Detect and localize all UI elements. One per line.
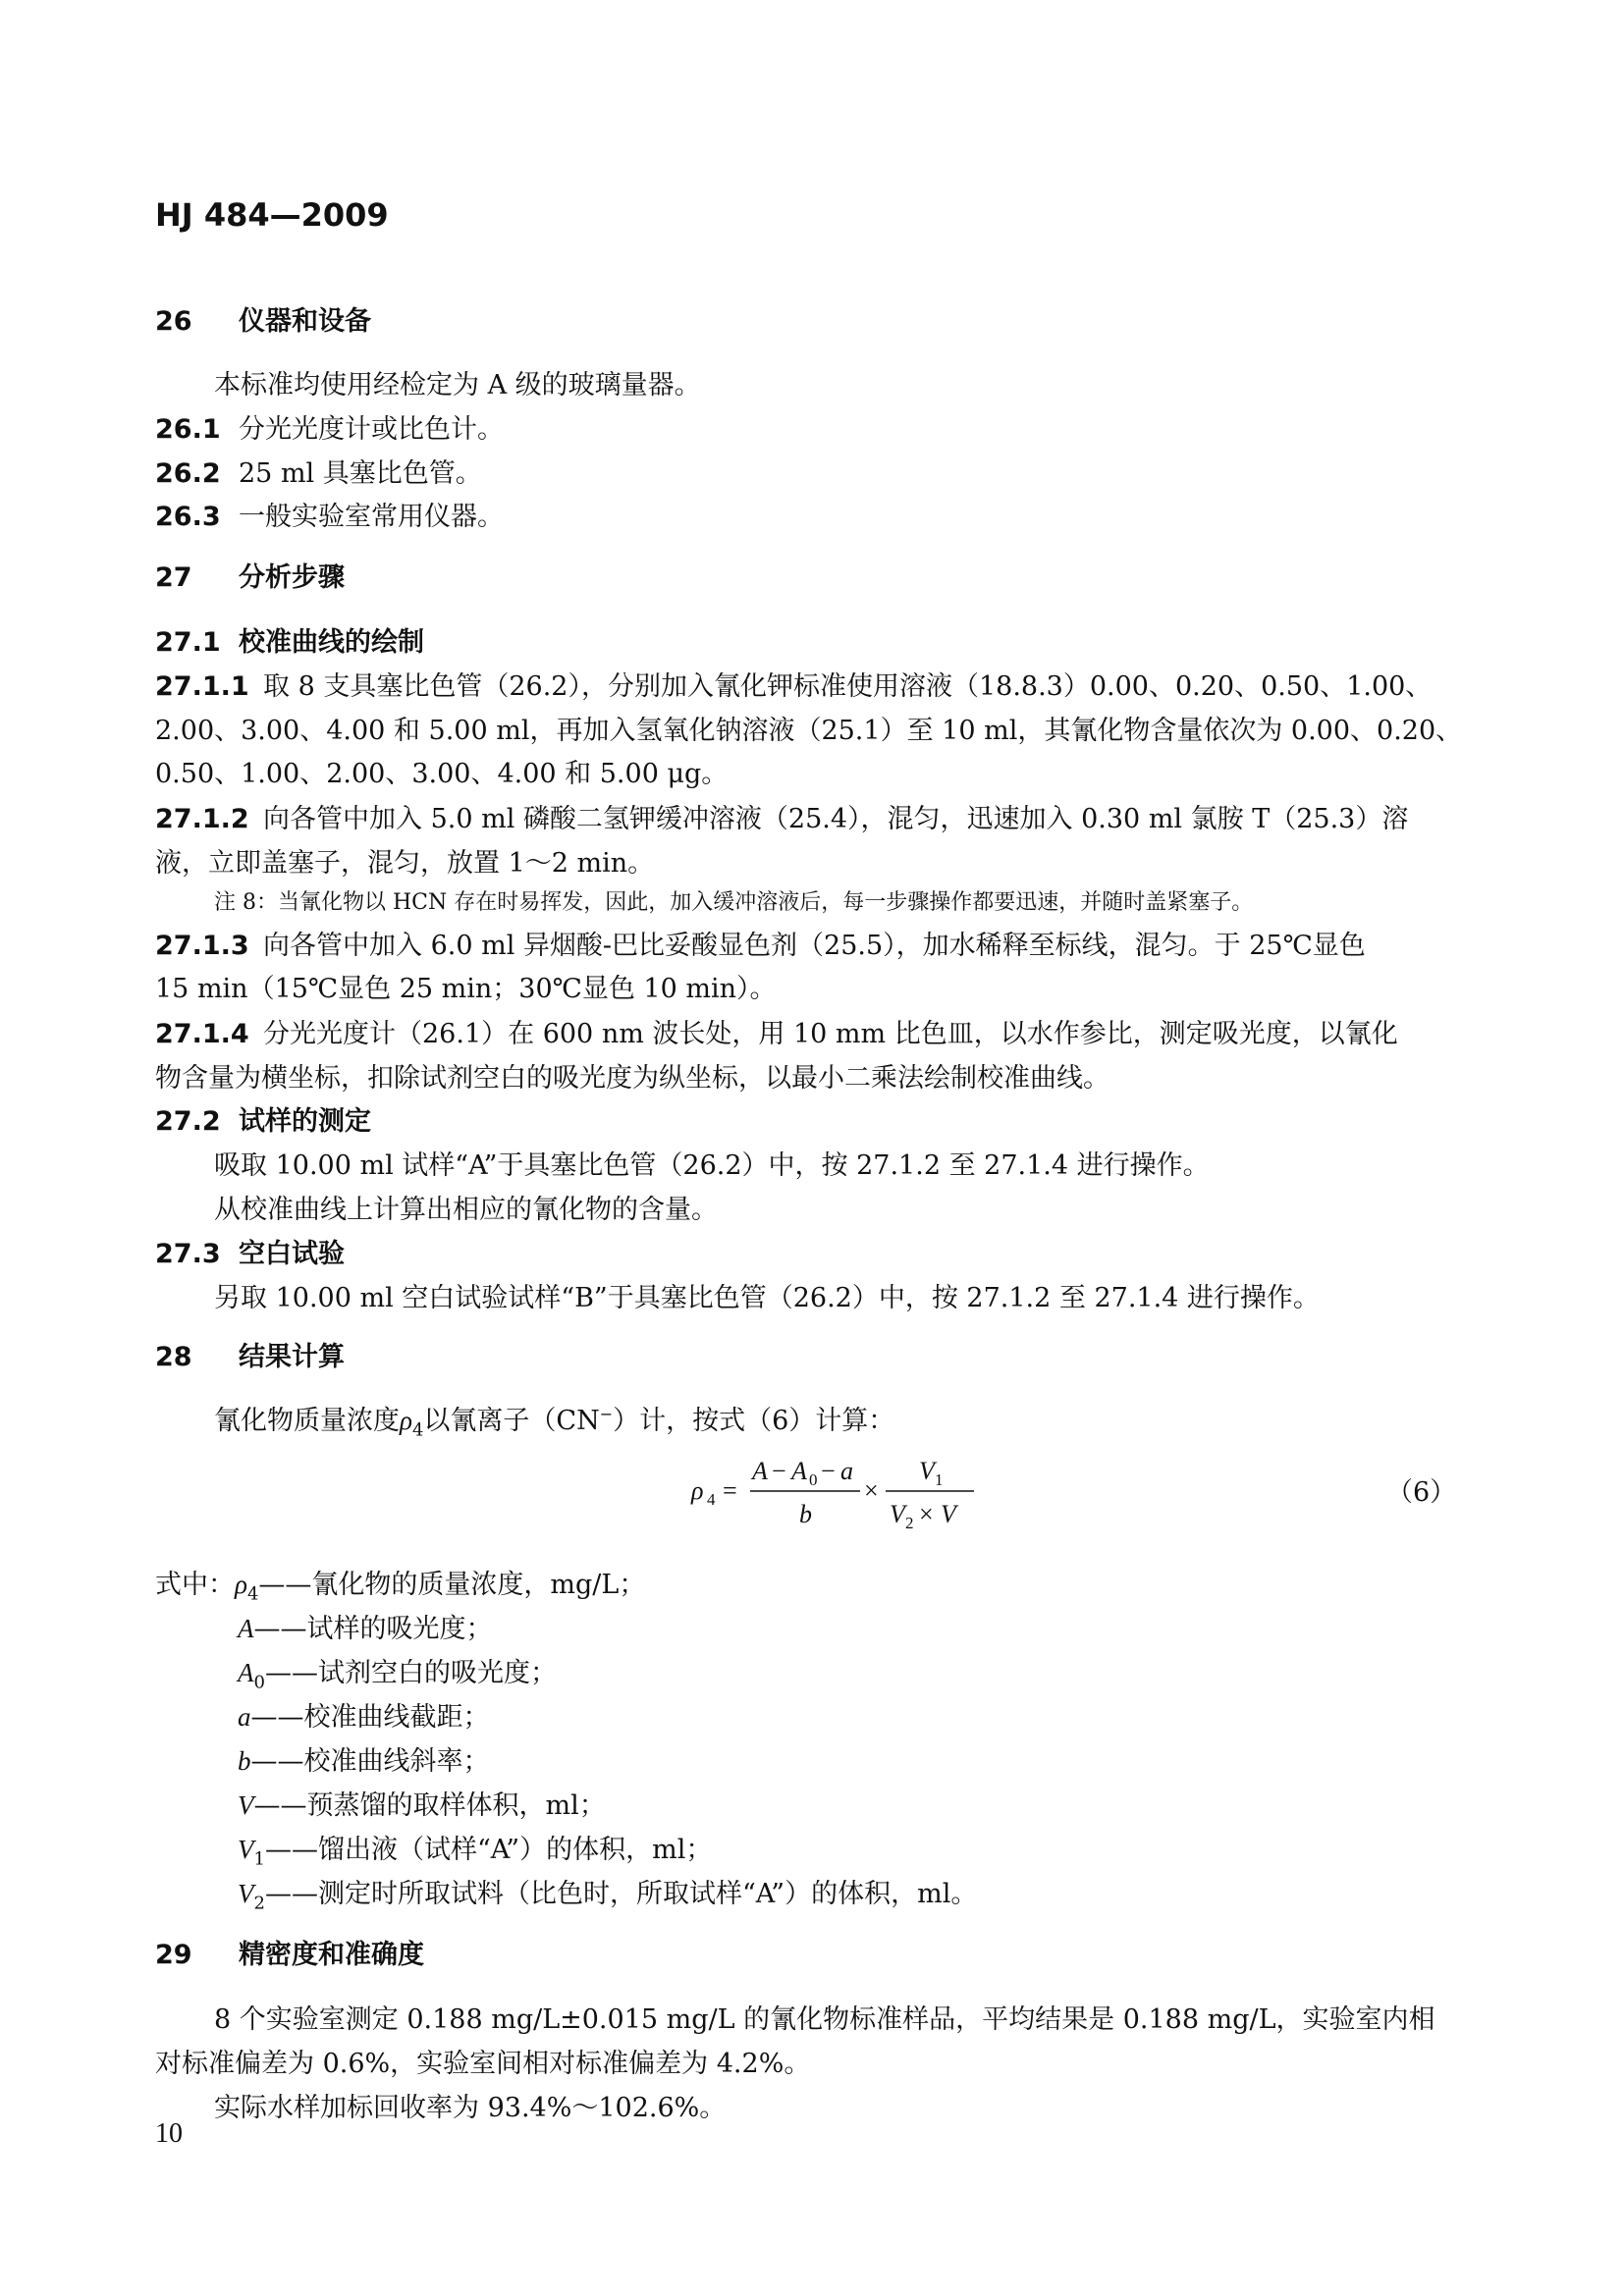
eq-V1: V bbox=[919, 1457, 935, 1485]
clause-26-2 bbox=[155, 452, 482, 490]
eq-V2: V bbox=[890, 1500, 905, 1528]
eq-A0-sub: 0 bbox=[809, 1470, 818, 1489]
clause-27-3-line1: 另取 10.00 ml 空白试验试样“B”于具塞比色管（26.2）中，按 27.1.2 至 27.1.4 进行操作。 bbox=[214, 1283, 1320, 1313]
clause-26-3 bbox=[155, 495, 504, 533]
note-8: 注 8：当氰化物以 HCN 存在时易挥发，因此，加入缓冲溶液后，每一步骤操作都要迅速，并随时盖紧塞子。 bbox=[214, 890, 1254, 915]
clause-number: 27.1.1 bbox=[155, 671, 249, 702]
clause-text-line: 分光光度计（26.1）在 600 nm 波长处，用 10 mm 比色皿，以水作参比，测定吸光度，以氰化 bbox=[263, 1019, 1398, 1049]
where-prefix: 式中： bbox=[155, 1570, 235, 1600]
var-symbol: V bbox=[238, 1835, 254, 1864]
clause-27-1-4-line2: 物含量为横坐标，扣除试剂空白的吸光度为纵坐标，以最小二乘法绘制校准曲线。 bbox=[155, 1063, 1109, 1094]
clause-27-1-1-line2: 2.00、3.00、4.00 和 5.00 ml，再加入氢氧化钠溶液（25.1）至 10 ml，其氰化物含量依次为 0.00、0.20、 bbox=[155, 716, 1463, 746]
var-description: ——测定时所取试料（比色时，所取试样“A”）的体积，ml。 bbox=[264, 1879, 978, 1909]
var-symbol: V bbox=[238, 1879, 254, 1908]
where-line-5 bbox=[238, 1739, 490, 1778]
section-28-heading bbox=[155, 1335, 345, 1373]
eq-V1-sub: 1 bbox=[935, 1470, 944, 1489]
var-subscript: 2 bbox=[253, 1893, 265, 1914]
var-description: ——馏出液（试样“A”）的体积，ml； bbox=[264, 1835, 713, 1865]
section-27-heading bbox=[155, 556, 345, 594]
clause-26-1 bbox=[155, 407, 504, 446]
section-28-intro bbox=[214, 1399, 894, 1440]
var-description: ——试剂空白的吸光度； bbox=[264, 1658, 557, 1688]
eq-rho-sub: 4 bbox=[707, 1490, 716, 1509]
clause-27-1-2-line2: 液，立即盖塞子，混匀，放置 1～2 min。 bbox=[155, 848, 655, 879]
var-subscript: 0 bbox=[253, 1672, 265, 1693]
var-symbol: A bbox=[238, 1614, 254, 1643]
where-line-1 bbox=[155, 1563, 645, 1604]
section-title: 精密度和准确度 bbox=[239, 1940, 424, 1970]
var-description: ——氰化物的质量浓度，mg/L； bbox=[258, 1570, 646, 1600]
clause-title: 试样的测定 bbox=[239, 1106, 371, 1137]
clause-number: 27.3 bbox=[155, 1239, 221, 1269]
section-26-heading bbox=[155, 299, 371, 338]
clause-number: 27.1.4 bbox=[155, 1019, 249, 1049]
clause-27-1-2 bbox=[155, 797, 1408, 835]
eq-times: × bbox=[864, 1476, 879, 1505]
eq-minus-2: − bbox=[821, 1457, 836, 1485]
var-description: ——校准曲线斜率； bbox=[250, 1746, 490, 1777]
var-subscript: 4 bbox=[246, 1583, 259, 1605]
clause-27-1-3-line2: 15 min（15℃显色 25 min；30℃显色 10 min）。 bbox=[155, 974, 777, 1004]
page-number: 10 bbox=[155, 2118, 183, 2149]
clause-27-2-line1: 吸取 10.00 ml 试样“A”于具塞比色管（26.2）中，按 27.1.2 至 27.1.4 进行操作。 bbox=[214, 1150, 1210, 1181]
section-number: 26 bbox=[155, 306, 192, 337]
clause-27-1-1 bbox=[155, 665, 1432, 703]
clause-text-line: 取 8 支具塞比色管（26.2），分别加入氰化钾标准使用溶液（18.8.3）0.00、0.20、0.50、1.00、 bbox=[263, 671, 1433, 702]
clause-text: 一般实验室常用仪器。 bbox=[239, 502, 504, 532]
clause-27-2-line2: 从校准曲线上计算出相应的氰化物的含量。 bbox=[214, 1195, 718, 1225]
clause-number: 26.3 bbox=[155, 502, 221, 532]
eq-minus-1: − bbox=[772, 1457, 786, 1485]
clause-number: 27.1.3 bbox=[155, 931, 249, 961]
clause-title: 空白试验 bbox=[239, 1239, 345, 1269]
clause-text-line: 向各管中加入 6.0 ml 异烟酸-巴比妥酸显色剂（25.5），加水稀释至标线，混匀。于 25℃显色 bbox=[263, 931, 1366, 961]
section-29-line2: 对标准偏差为 0.6%，实验室间相对标准偏差为 4.2%。 bbox=[155, 2049, 811, 2079]
intro-text: 氰化物质量浓度 bbox=[214, 1406, 400, 1436]
clause-27-1-3 bbox=[155, 924, 1366, 962]
var-symbol: a bbox=[238, 1702, 251, 1732]
where-line-8 bbox=[238, 1872, 977, 1913]
section-29-heading bbox=[155, 1933, 424, 1971]
eq-a: a bbox=[840, 1457, 853, 1485]
clause-27-1-1-line3: 0.50、1.00、2.00、3.00、4.00 和 5.00 μg。 bbox=[155, 759, 729, 789]
where-line-3 bbox=[238, 1651, 557, 1692]
section-number: 27 bbox=[155, 562, 192, 593]
equation-number: （6） bbox=[1386, 1477, 1457, 1508]
rho-subscript: 4 bbox=[411, 1419, 424, 1441]
rho-symbol: ρ bbox=[400, 1406, 412, 1435]
clause-number: 27.2 bbox=[155, 1106, 221, 1137]
clause-text: 25 ml 具塞比色管。 bbox=[239, 458, 482, 489]
intro-text: 以氰离子（CN bbox=[423, 1406, 600, 1436]
var-subscript: 1 bbox=[253, 1848, 265, 1870]
var-description: ——校准曲线截距； bbox=[250, 1702, 490, 1733]
equation-6 bbox=[687, 1448, 982, 1536]
clause-27-3-heading bbox=[155, 1232, 345, 1270]
section-title: 结果计算 bbox=[239, 1342, 345, 1372]
section-title: 分析步骤 bbox=[239, 562, 345, 593]
document-code: HJ 484—2009 bbox=[155, 196, 389, 234]
var-symbol: V bbox=[238, 1790, 254, 1820]
clause-27-1-heading bbox=[155, 620, 424, 659]
var-symbol: ρ bbox=[235, 1570, 247, 1599]
clause-number: 27.1.2 bbox=[155, 804, 249, 834]
eq-A: A bbox=[752, 1457, 768, 1485]
clause-title: 校准曲线的绘制 bbox=[239, 627, 424, 658]
eq-rho: ρ bbox=[691, 1476, 704, 1505]
eq-b: b bbox=[799, 1500, 812, 1528]
clause-number: 26.1 bbox=[155, 414, 221, 445]
eq-A0: A bbox=[791, 1457, 807, 1485]
section-29-line1: 8 个实验室测定 0.188 mg/L±0.015 mg/L 的氰化物标准样品，平均结果是 0.188 mg/L，实验室内相 bbox=[214, 2004, 1435, 2035]
eq-V: V bbox=[941, 1500, 956, 1528]
intro-text: ）计，按式（6）计算： bbox=[613, 1406, 895, 1436]
where-line-4 bbox=[238, 1695, 490, 1734]
section-number: 28 bbox=[155, 1342, 192, 1372]
section-26-intro: 本标准均使用经检定为 A 级的玻璃量器。 bbox=[214, 370, 701, 400]
var-symbol: A bbox=[238, 1658, 254, 1687]
section-title: 仪器和设备 bbox=[239, 306, 371, 337]
clause-27-1-4 bbox=[155, 1012, 1398, 1050]
var-description: ——预蒸馏的取样体积，ml； bbox=[253, 1790, 606, 1821]
section-29-line3: 实际水样加标回收率为 93.4%～102.6%。 bbox=[214, 2093, 727, 2123]
eq-times-2: × bbox=[919, 1500, 934, 1528]
clause-number: 27.1 bbox=[155, 627, 221, 658]
eq-V2-sub: 2 bbox=[905, 1514, 914, 1532]
where-line-7 bbox=[238, 1828, 712, 1869]
clause-number: 26.2 bbox=[155, 458, 221, 489]
eq-equals: = bbox=[723, 1476, 737, 1505]
clause-text-line: 向各管中加入 5.0 ml 磷酸二氢钾缓冲溶液（25.4），混匀，迅速加入 0.30 ml 氯胺 T（25.3）溶 bbox=[263, 804, 1409, 834]
where-line-2 bbox=[238, 1607, 493, 1645]
section-number: 29 bbox=[155, 1940, 192, 1970]
clause-27-2-heading bbox=[155, 1099, 371, 1138]
clause-text: 分光光度计或比色计。 bbox=[239, 414, 504, 445]
cn-charge: − bbox=[599, 1405, 614, 1423]
var-description: ——试样的吸光度； bbox=[253, 1614, 493, 1644]
where-line-6 bbox=[238, 1784, 606, 1822]
equation-svg bbox=[687, 1448, 982, 1536]
var-symbol: b bbox=[238, 1746, 251, 1776]
